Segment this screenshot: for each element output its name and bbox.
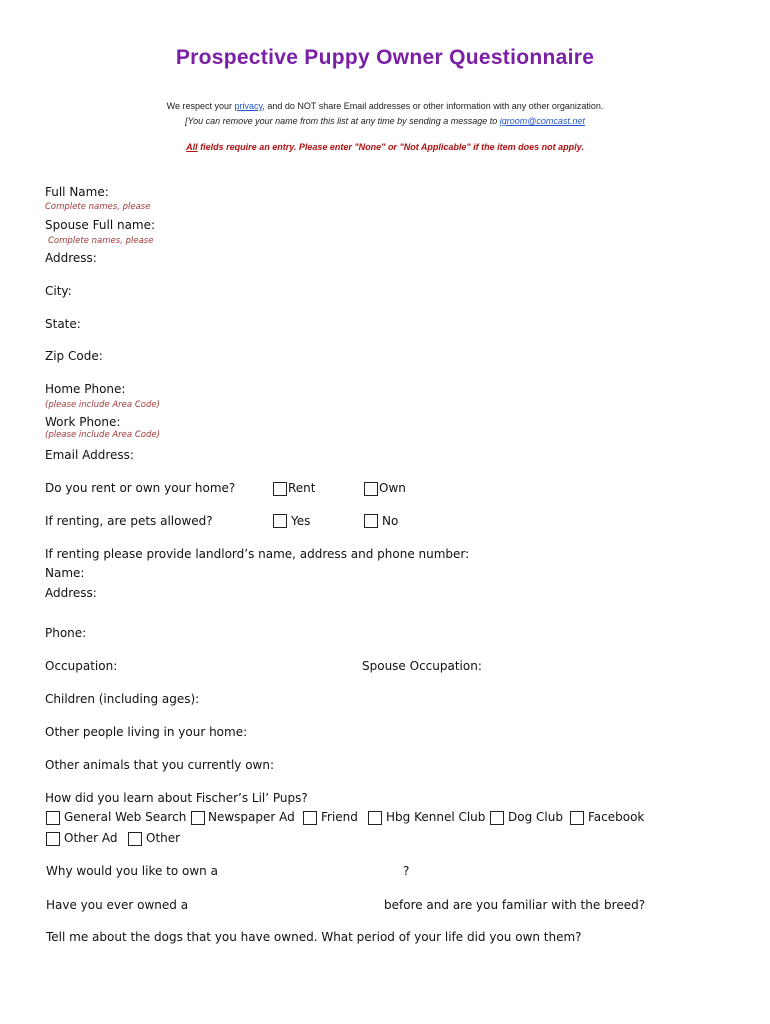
state-label: State: bbox=[45, 317, 81, 331]
own-checkbox[interactable] bbox=[364, 482, 378, 496]
email-link[interactable]: igroom@comcast.net bbox=[499, 116, 585, 126]
no-label: No bbox=[382, 514, 399, 528]
web-search-checkbox[interactable] bbox=[46, 811, 60, 825]
landlord-name-label: Name: bbox=[45, 566, 85, 580]
spouse-name-hint: Complete names, please bbox=[48, 236, 154, 246]
facebook-checkbox[interactable] bbox=[570, 811, 584, 825]
why-own-question-mark: ? bbox=[403, 864, 410, 878]
learn-question: How did you learn about Fischer’s Lil’ Pups? bbox=[45, 791, 308, 805]
other-ad-checkbox[interactable] bbox=[46, 832, 60, 846]
email-label: Email Address: bbox=[45, 448, 134, 462]
facebook-label: Facebook bbox=[588, 810, 645, 824]
friend-label: Friend bbox=[321, 810, 358, 824]
work-phone-label: Work Phone: bbox=[45, 415, 121, 429]
privacy-link[interactable]: privacy bbox=[234, 101, 263, 111]
other-people-label: Other people living in your home: bbox=[45, 725, 248, 739]
full-name-hint: Complete names, please bbox=[45, 202, 151, 212]
other-label: Other bbox=[146, 831, 181, 845]
dog-club-label: Dog Club bbox=[508, 810, 563, 824]
owned-before-label: Have you ever owned a bbox=[46, 898, 189, 912]
owned-before-end: before and are you familiar with the breed? bbox=[384, 898, 646, 912]
dog-club-checkbox[interactable] bbox=[490, 811, 504, 825]
occupation-label: Occupation: bbox=[45, 659, 118, 673]
home-phone-hint: (please include Area Code) bbox=[45, 400, 160, 410]
page-title: Prospective Puppy Owner Questionnaire bbox=[175, 46, 595, 69]
other-animals-label: Other animals that you currently own: bbox=[45, 758, 275, 772]
newspaper-checkbox[interactable] bbox=[191, 811, 205, 825]
web-search-label: General Web Search bbox=[64, 810, 187, 824]
address-label: Address: bbox=[45, 251, 97, 265]
kennel-club-label: Hbg Kennel Club bbox=[386, 810, 486, 824]
rent-label: Rent bbox=[288, 481, 316, 495]
other-checkbox[interactable] bbox=[128, 832, 142, 846]
city-label: City: bbox=[45, 284, 72, 298]
rent-checkbox[interactable] bbox=[273, 482, 287, 496]
own-label: Own bbox=[379, 481, 406, 495]
no-checkbox[interactable] bbox=[364, 514, 378, 528]
friend-checkbox[interactable] bbox=[303, 811, 317, 825]
landlord-phone-label: Phone: bbox=[45, 626, 87, 640]
children-label: Children (including ages): bbox=[45, 692, 200, 706]
privacy-notice: We respect your privacy, and do NOT share Email addresses or other information with any other organization. bbox=[166, 101, 604, 111]
yes-checkbox[interactable] bbox=[273, 514, 287, 528]
required-notice: All fields require an entry. Please enter "None" or "Not Applicable" if the item does not apply. bbox=[186, 142, 584, 152]
zip-label: Zip Code: bbox=[45, 349, 103, 363]
full-name-label: Full Name: bbox=[45, 185, 109, 199]
landlord-intro: If renting please provide landlord’s name, address and phone number: bbox=[45, 547, 470, 561]
why-own-label: Why would you like to own a bbox=[46, 864, 218, 878]
kennel-club-checkbox[interactable] bbox=[368, 811, 382, 825]
pets-allowed-question: If renting, are pets allowed? bbox=[45, 514, 213, 528]
spouse-name-label: Spouse Full name: bbox=[45, 218, 156, 232]
spouse-occupation-label: Spouse Occupation: bbox=[362, 659, 482, 673]
other-ad-label: Other Ad bbox=[64, 831, 118, 845]
tell-dogs-label: Tell me about the dogs that you have owned. What period of your life did you own them? bbox=[46, 930, 582, 944]
work-phone-hint: (please include Area Code) bbox=[45, 430, 160, 440]
removal-notice: [You can remove your name from this list at any time by sending a message to igroom@comcast.net bbox=[185, 116, 585, 126]
home-phone-label: Home Phone: bbox=[45, 382, 126, 396]
rent-own-question: Do you rent or own your home? bbox=[45, 481, 236, 495]
newspaper-label: Newspaper Ad bbox=[208, 810, 295, 824]
yes-label: Yes bbox=[291, 514, 311, 528]
landlord-address-label: Address: bbox=[45, 586, 97, 600]
